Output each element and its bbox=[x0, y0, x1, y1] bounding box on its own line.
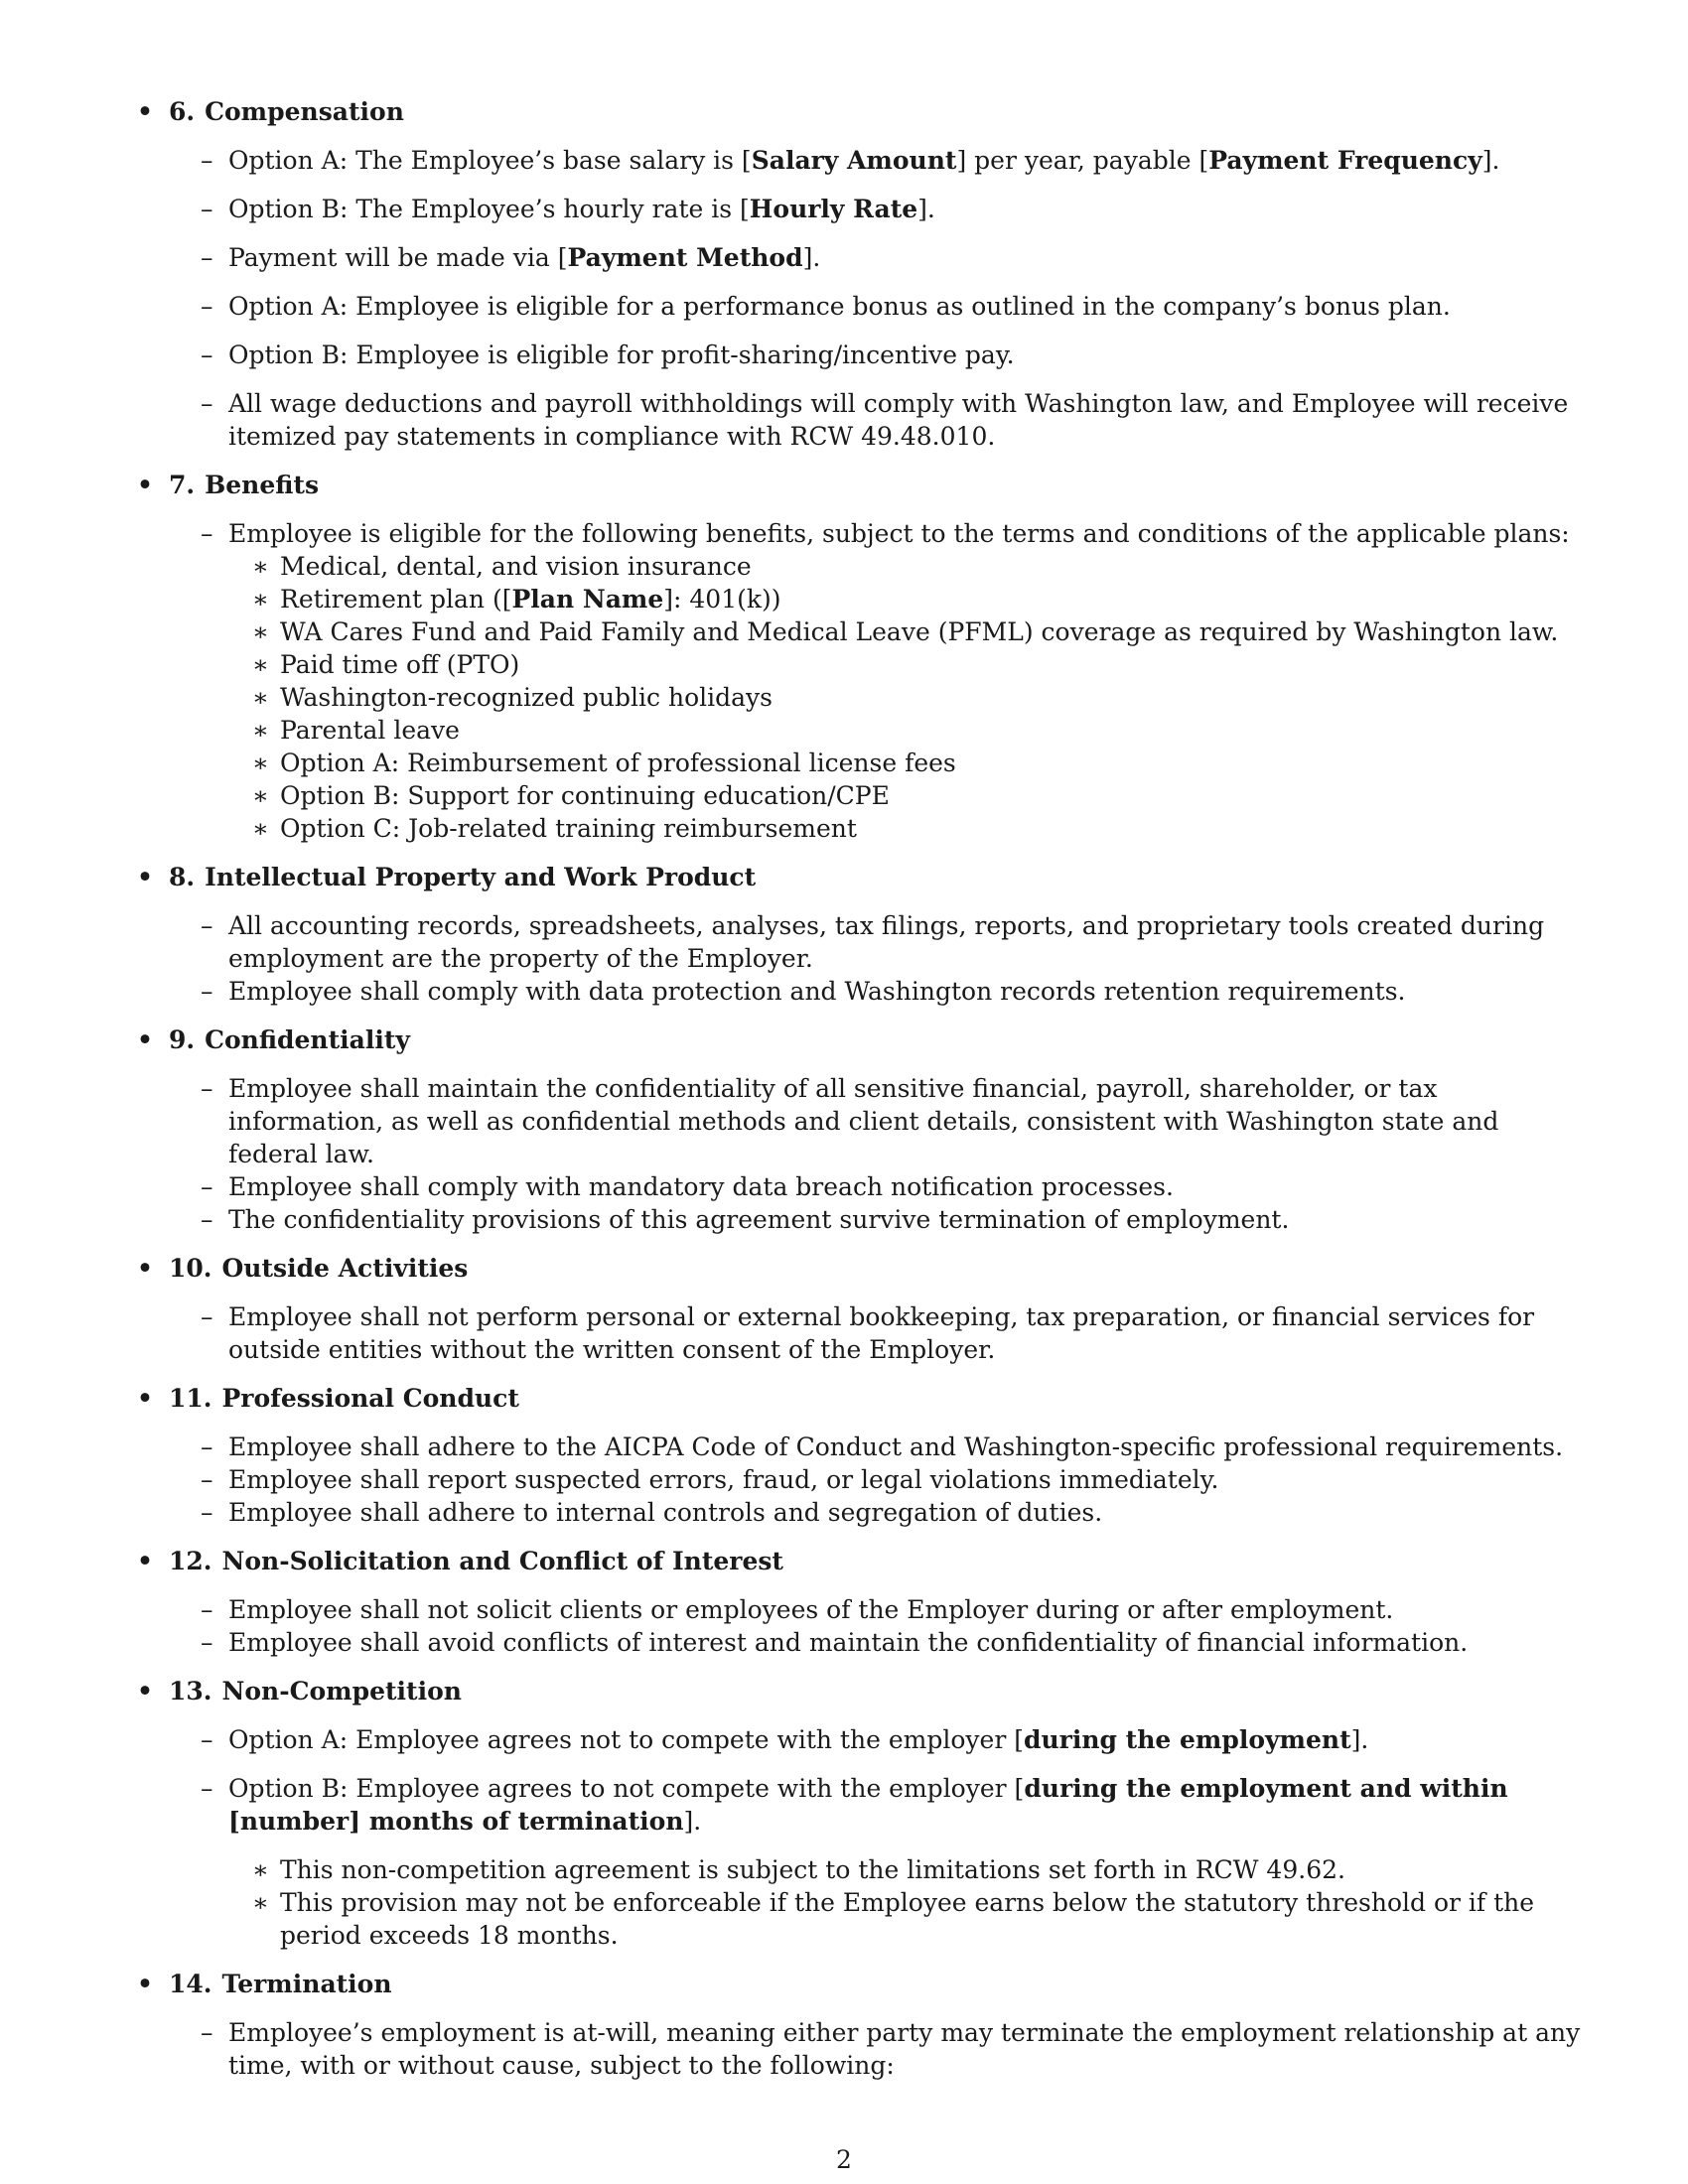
list-item bbox=[169, 1593, 1587, 1626]
placeholder-field: during the employment bbox=[1024, 1725, 1351, 1754]
item-text: The confidentiality provisions of this agreement survive termination of employment. bbox=[228, 1205, 1290, 1234]
dash-icon: – bbox=[201, 195, 213, 223]
asterisk-icon: ∗ bbox=[252, 617, 269, 646]
item-text: Option A: The Employee’s base salary is [ bbox=[228, 146, 752, 175]
section-number: 9. bbox=[169, 1025, 196, 1054]
section-number: 10. bbox=[169, 1254, 212, 1283]
item-text: Employee shall maintain the confidentiality of all sensitive financial, payroll, shareholder, or tax information, as well as confidential methods and client details, consistent with Washington state and federal law. bbox=[228, 1074, 1499, 1168]
item-text: Washington-recognized public holidays bbox=[280, 683, 773, 712]
asterisk-icon: ∗ bbox=[252, 781, 269, 810]
list-item bbox=[169, 1626, 1587, 1659]
sub-list-item bbox=[228, 747, 1587, 779]
section-number: 8. bbox=[169, 863, 196, 891]
sub-list-item bbox=[228, 583, 1587, 615]
section-heading bbox=[169, 1024, 1587, 1056]
bullet-icon: • bbox=[137, 1547, 153, 1575]
dash-icon: – bbox=[201, 1302, 213, 1331]
section-heading bbox=[169, 1675, 1587, 1707]
bullet-icon: • bbox=[137, 1970, 153, 1998]
item-text: This non-competition agreement is subject to the limitations set forth in RCW 49.62. bbox=[280, 1855, 1345, 1884]
placeholder-field: Payment Frequency bbox=[1208, 146, 1482, 175]
list-item bbox=[169, 290, 1587, 323]
bullet-icon: • bbox=[137, 471, 153, 499]
list-item bbox=[169, 1203, 1587, 1236]
placeholder-field: during the employment and within [number] months of termination bbox=[228, 1774, 1508, 1836]
section-title: Benefits bbox=[205, 471, 320, 499]
dash-icon: – bbox=[201, 2018, 213, 2047]
asterisk-icon: ∗ bbox=[252, 683, 269, 712]
dash-icon: – bbox=[201, 977, 213, 1006]
section-termination bbox=[137, 1968, 1587, 2082]
list-item bbox=[169, 1463, 1587, 1496]
section-non-competition bbox=[137, 1675, 1587, 1952]
dash-icon: – bbox=[201, 1498, 213, 1527]
section-number: 6. bbox=[169, 97, 196, 126]
item-text: Option B: The Employee’s hourly rate is [ bbox=[228, 195, 750, 223]
list-item bbox=[169, 1300, 1587, 1366]
section-number: 12. bbox=[169, 1547, 212, 1575]
item-text: ]. bbox=[802, 243, 821, 272]
bullet-icon: • bbox=[137, 1384, 153, 1413]
item-text: Employee shall comply with mandatory data breach notification processes. bbox=[228, 1172, 1174, 1201]
sub-list-item bbox=[228, 648, 1587, 681]
item-text: Option A: Reimbursement of professional license fees bbox=[280, 749, 956, 777]
dash-icon: – bbox=[201, 292, 213, 321]
asterisk-icon: ∗ bbox=[252, 1855, 269, 1884]
dash-icon: – bbox=[201, 1433, 213, 1461]
section-title: Professional Conduct bbox=[221, 1384, 519, 1413]
item-text: Employee shall avoid conflicts of interest and maintain the confidentiality of financial information. bbox=[228, 1628, 1469, 1657]
section-heading bbox=[169, 1382, 1587, 1415]
section-heading bbox=[169, 1968, 1587, 2000]
section-title: Confidentiality bbox=[205, 1025, 410, 1054]
sub-list-item bbox=[228, 615, 1587, 648]
item-text: WA Cares Fund and Paid Family and Medical Leave (PFML) coverage as required by Washington law. bbox=[280, 617, 1559, 646]
item-text: ]. bbox=[683, 1807, 702, 1836]
section-non-solicitation bbox=[137, 1545, 1587, 1659]
list-item bbox=[169, 517, 1587, 845]
item-text: ]: 401(k)) bbox=[663, 585, 781, 614]
section-title: Non-Competition bbox=[221, 1677, 462, 1706]
section-heading bbox=[169, 1252, 1587, 1285]
item-text: Option A: Employee agrees not to compete with the employer [ bbox=[228, 1725, 1024, 1754]
item-text: Option B: Support for continuing education/CPE bbox=[280, 781, 890, 810]
list-item bbox=[169, 1496, 1587, 1529]
list-item bbox=[169, 975, 1587, 1008]
section-title: Compensation bbox=[205, 97, 404, 126]
sub-list bbox=[228, 550, 1587, 845]
item-text: Employee shall comply with data protection and Washington records retention requirements. bbox=[228, 977, 1406, 1006]
dash-icon: – bbox=[201, 519, 213, 548]
item-text: Employee’s employment is at-will, meaning either party may terminate the employment relationship at any time, with or without cause, subject to the following: bbox=[228, 2018, 1581, 2080]
sub-list-item bbox=[228, 1886, 1587, 1952]
item-text: Option A: Employee is eligible for a performance bonus as outlined in the company’s bonus plan. bbox=[228, 292, 1451, 321]
list-item bbox=[169, 144, 1587, 177]
dash-icon: – bbox=[201, 1628, 213, 1657]
dash-icon: – bbox=[201, 1595, 213, 1624]
section-benefits bbox=[137, 469, 1587, 845]
dash-icon: – bbox=[201, 1774, 213, 1803]
dash-icon: – bbox=[201, 146, 213, 175]
list-item bbox=[169, 241, 1587, 274]
bullet-icon: • bbox=[137, 1254, 153, 1283]
sub-list-item bbox=[228, 550, 1587, 583]
section-outside-activities bbox=[137, 1252, 1587, 1366]
item-text: Parental leave bbox=[280, 716, 460, 745]
item-text: All wage deductions and payroll withholdings will comply with Washington law, and Employee will receive itemized pay statements in compliance with RCW 49.48.010. bbox=[228, 389, 1569, 451]
dash-icon: – bbox=[201, 1172, 213, 1201]
section-heading bbox=[169, 1545, 1587, 1577]
list-item bbox=[169, 1170, 1587, 1203]
section-heading bbox=[169, 95, 1587, 128]
asterisk-icon: ∗ bbox=[252, 585, 269, 614]
list-item bbox=[169, 339, 1587, 371]
item-text: ] per year, payable [ bbox=[956, 146, 1209, 175]
item-text: Retirement plan ([ bbox=[280, 585, 512, 614]
list-item bbox=[169, 1772, 1587, 1952]
item-text: Employee is eligible for the following benefits, subject to the terms and conditions of the applicable plans: bbox=[228, 519, 1570, 548]
section-intellectual-property bbox=[137, 861, 1587, 1008]
item-text: All accounting records, spreadsheets, analyses, tax filings, reports, and proprietary tools created during employment are the property of the Employer. bbox=[228, 911, 1545, 973]
asterisk-icon: ∗ bbox=[252, 716, 269, 745]
sub-list-item bbox=[228, 812, 1587, 845]
list-item bbox=[169, 1723, 1587, 1756]
dash-icon: – bbox=[201, 911, 213, 940]
section-number: 7. bbox=[169, 471, 196, 499]
sub-list-item bbox=[228, 714, 1587, 747]
dash-icon: – bbox=[201, 1074, 213, 1103]
item-text: Medical, dental, and vision insurance bbox=[280, 552, 752, 581]
list-item bbox=[169, 1431, 1587, 1463]
section-number: 14. bbox=[169, 1970, 212, 1998]
placeholder-field: Payment Method bbox=[567, 243, 803, 272]
bullet-icon: • bbox=[137, 1025, 153, 1054]
sub-list-item bbox=[228, 779, 1587, 812]
item-text: ]. bbox=[1350, 1725, 1369, 1754]
placeholder-field: Salary Amount bbox=[751, 146, 957, 175]
page-number: 2 bbox=[836, 2145, 852, 2174]
section-title: Outside Activities bbox=[221, 1254, 469, 1283]
item-text: ]. bbox=[917, 195, 935, 223]
section-number: 11. bbox=[169, 1384, 212, 1413]
list-item bbox=[169, 2016, 1587, 2082]
list-item bbox=[169, 193, 1587, 225]
list-item bbox=[169, 1072, 1587, 1170]
item-text: This provision may not be enforceable if the Employee earns below the statutory threshold or if the period exceeds 18 months. bbox=[280, 1888, 1535, 1950]
asterisk-icon: ∗ bbox=[252, 650, 269, 679]
dash-icon: – bbox=[201, 1725, 213, 1754]
bullet-icon: • bbox=[137, 863, 153, 891]
section-title: Intellectual Property and Work Product bbox=[205, 863, 757, 891]
dash-icon: – bbox=[201, 1465, 213, 1494]
item-text: Option B: Employee is eligible for profit-sharing/incentive pay. bbox=[228, 341, 1015, 369]
asterisk-icon: ∗ bbox=[252, 749, 269, 777]
dash-icon: – bbox=[201, 243, 213, 272]
section-title: Termination bbox=[221, 1970, 392, 1998]
section-number: 13. bbox=[169, 1677, 212, 1706]
item-text: Employee shall report suspected errors, fraud, or legal violations immediately. bbox=[228, 1465, 1219, 1494]
section-compensation bbox=[137, 95, 1587, 453]
item-text: Employee shall not solicit clients or employees of the Employer during or after employment. bbox=[228, 1595, 1394, 1624]
sub-list bbox=[228, 1853, 1587, 1952]
section-heading bbox=[169, 469, 1587, 501]
dash-icon: – bbox=[201, 1205, 213, 1234]
item-text: Paid time off (PTO) bbox=[280, 650, 520, 679]
sub-list-item bbox=[228, 1853, 1587, 1886]
dash-icon: – bbox=[201, 341, 213, 369]
section-confidentiality bbox=[137, 1024, 1587, 1236]
section-heading bbox=[169, 861, 1587, 893]
item-text: Option B: Employee agrees to not compete with the employer [ bbox=[228, 1774, 1025, 1803]
asterisk-icon: ∗ bbox=[252, 1888, 269, 1917]
item-text: Option C: Job-related training reimbursement bbox=[280, 814, 857, 843]
list-item bbox=[169, 387, 1587, 453]
item-text: Employee shall adhere to internal controls and segregation of duties. bbox=[228, 1498, 1103, 1527]
asterisk-icon: ∗ bbox=[252, 552, 269, 581]
section-title: Non-Solicitation and Conflict of Interest bbox=[221, 1547, 783, 1575]
bullet-icon: • bbox=[137, 1677, 153, 1706]
placeholder-field: Plan Name bbox=[511, 585, 664, 614]
bullet-icon: • bbox=[137, 97, 153, 126]
placeholder-field: Hourly Rate bbox=[749, 195, 918, 223]
sub-list-item bbox=[228, 681, 1587, 714]
section-professional-conduct bbox=[137, 1382, 1587, 1529]
asterisk-icon: ∗ bbox=[252, 814, 269, 843]
item-text: Employee shall not perform personal or external bookkeeping, tax preparation, or financial services for outside entities without the written consent of the Employer. bbox=[228, 1302, 1535, 1364]
document-content bbox=[137, 95, 1587, 2098]
item-text: ]. bbox=[1481, 146, 1500, 175]
list-item bbox=[169, 909, 1587, 975]
dash-icon: – bbox=[201, 389, 213, 418]
item-text: Payment will be made via [ bbox=[228, 243, 568, 272]
item-text: Employee shall adhere to the AICPA Code of Conduct and Washington-specific professional requirements. bbox=[228, 1433, 1564, 1461]
